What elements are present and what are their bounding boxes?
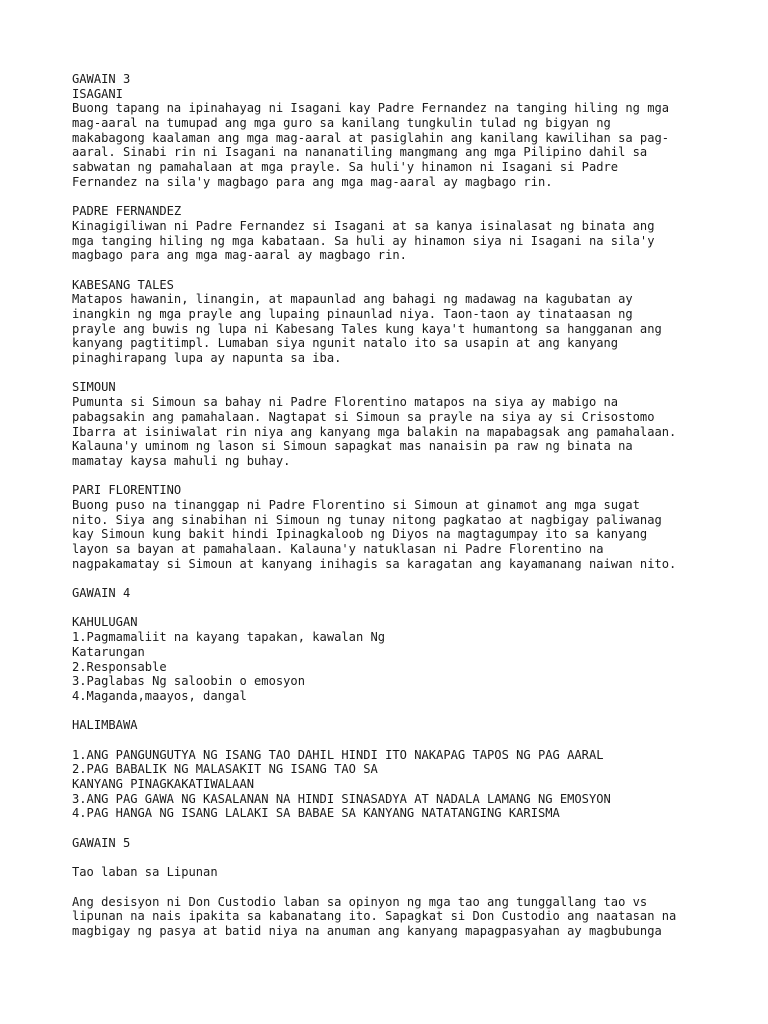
text-line: Katarungan bbox=[72, 644, 145, 659]
text-line: layon sa bayan at pamahalaan. Kalauna'y natuklasan ni Padre Florentino na bbox=[72, 542, 604, 556]
text-line: Kalauna'y uminom ng lason si Simoun sapagkat mas nanaisin pa raw ng binata na bbox=[72, 439, 633, 454]
blank-line bbox=[72, 733, 722, 748]
text-line: GAWAIN 3 bbox=[72, 72, 131, 86]
text-line: GAWAIN 5 bbox=[72, 835, 131, 850]
text-line: HALIMBAWA bbox=[72, 718, 138, 733]
text-line: KABESANG TALES bbox=[72, 277, 174, 292]
text-line: magbigay ng pasya at batid niya na anuman ang kanyang mapagpasyahan ay magbubunga bbox=[72, 923, 662, 938]
text-line: 1.Pagmamaliit na kayang tapakan, kawalan Ng bbox=[72, 630, 386, 645]
text-line: mag-aaral na tumupad ang mga guro sa kanilang tungkulin tulad ng bigyan ng bbox=[72, 116, 611, 131]
text-line: Fernandez na sila'y magbago para ang mga mag-aaral ay magbago rin. bbox=[72, 174, 553, 189]
blank-line bbox=[72, 469, 722, 484]
text-line: Buong tapang na ipinahayag ni Isagani kay Padre Fernandez na tanging hiling ng mga bbox=[72, 101, 670, 116]
blank-line bbox=[72, 571, 722, 586]
text-line: lipunan na nais ipakita sa kabanatang ito. Sapagkat si Don Custodio ang naatasan na bbox=[72, 909, 677, 924]
blank-line bbox=[72, 880, 722, 895]
document-body bbox=[72, 72, 722, 939]
text-line: kanyang pagtitimpl. Lumaban siya ngunit natalo ito sa usapin at ang kanyang bbox=[72, 336, 619, 351]
text-line: Buong puso na tinanggap ni Padre Florentino si Simoun at ginamot ang mga sugat bbox=[72, 497, 640, 512]
text-line: nagpakamatay si Simoun at kanyang inihagis sa karagatan ang kayamanang naiwan nito. bbox=[72, 556, 677, 571]
text-line: Pumunta si Simoun sa bahay ni Padre Florentino matapos na siya ay mabigo na bbox=[72, 395, 619, 410]
text-line: 4.PAG HANGA NG ISANG LALAKI SA BABAE SA KANYANG NATATANGING KARISMA bbox=[72, 806, 560, 821]
text-line: 2.Responsable bbox=[72, 659, 167, 674]
text-line: Ang desisyon ni Don Custodio laban sa opinyon ng mga tao ang tunggallang tao vs bbox=[72, 894, 648, 909]
text-line: magbago para ang mga mag-aaral ay magbago rin. bbox=[72, 248, 407, 263]
text-line: SIMOUN bbox=[72, 380, 116, 395]
blank-line bbox=[72, 850, 722, 865]
text-line: mamatay kaysa mahuli ng buhay. bbox=[72, 453, 291, 468]
text-line: pabagsakin ang pamahalaan. Nagtapat si Simoun sa prayle na siya ay si Crisostomo bbox=[72, 409, 655, 424]
text-line: makabagong kaalaman ang mga mag-aaral at pasiglahin ang kanilang kawilihan sa pag- bbox=[72, 130, 670, 145]
text-line: KAHULUGAN bbox=[72, 615, 138, 630]
text-line: ISAGANI bbox=[72, 86, 123, 101]
text-line: inangkin ng mga prayle ang lupaing pinaunlad niya. Taon-taon ay tinataasan ng bbox=[72, 307, 633, 321]
text-line: aaral. Sinabi rin ni Isagani na nananatiling mangmang ang mga Pilipino dahil sa bbox=[72, 145, 648, 160]
blank-line bbox=[72, 704, 722, 719]
blank-line bbox=[72, 263, 722, 278]
text-line: KANYANG PINAGKAKATIWALAAN bbox=[72, 777, 255, 791]
text-line: GAWAIN 4 bbox=[72, 586, 131, 601]
text-line: 2.PAG BABALIK NG MALASAKIT NG ISANG TAO SA bbox=[72, 762, 378, 777]
text-line: mga tanging hiling ng mga kabataan. Sa huli ay hinamon siya ni Isagani na sila'y bbox=[72, 233, 655, 248]
text-line: PARI FLORENTINO bbox=[72, 483, 182, 498]
text-line: 3.ANG PAG GAWA NG KASALANAN NA HINDI SINASADYA AT NADALA LAMANG NG EMOSYON bbox=[72, 791, 611, 806]
blank-line bbox=[72, 190, 722, 205]
text-line: Kinagigiliwan ni Padre Fernandez si Isagani at sa kanya isinalasat ng binata ang bbox=[72, 218, 655, 233]
text-line: 1.ANG PANGUNGUTYA NG ISANG TAO DAHIL HINDI ITO NAKAPAG TAPOS NG PAG AARAL bbox=[72, 747, 604, 762]
text-line: nito. Siya ang sinabihan ni Simoun ng tunay nitong pagkatao at nagbigay paliwanag bbox=[72, 512, 662, 527]
text-line: 4.Maganda,maayos, dangal bbox=[72, 688, 247, 703]
text-line: 3.Paglabas Ng saloobin o emosyon bbox=[72, 674, 305, 689]
blank-line bbox=[72, 821, 722, 836]
text-line: prayle ang buwis ng lupa ni Kabesang Tales kung kaya't humantong sa hangganan ang bbox=[72, 321, 662, 336]
blank-line bbox=[72, 366, 722, 381]
text-line: pinaghirapang lupa ay napunta sa iba. bbox=[72, 351, 342, 366]
text-line: sabwatan ng pamahalaan at mga prayle. Sa huli'y hinamon ni Isagani si Padre bbox=[72, 160, 619, 175]
text-line: Tao laban sa Lipunan bbox=[72, 865, 218, 880]
text-line: Ibarra at isiniwalat rin niya ang kanyang mga balakin na mapabagsak ang pamahalaan. bbox=[72, 424, 677, 439]
blank-line bbox=[72, 601, 722, 616]
text-line: PADRE FERNANDEZ bbox=[72, 204, 182, 219]
text-line: Matapos hawanin, linangin, at mapaunlad ang bahagi ng madawag na kagubatan ay bbox=[72, 292, 633, 307]
text-line: kay Simoun kung bakit hindi Ipinagkaloob ng Diyos na magtagumpay ito sa kanyang bbox=[72, 527, 648, 542]
